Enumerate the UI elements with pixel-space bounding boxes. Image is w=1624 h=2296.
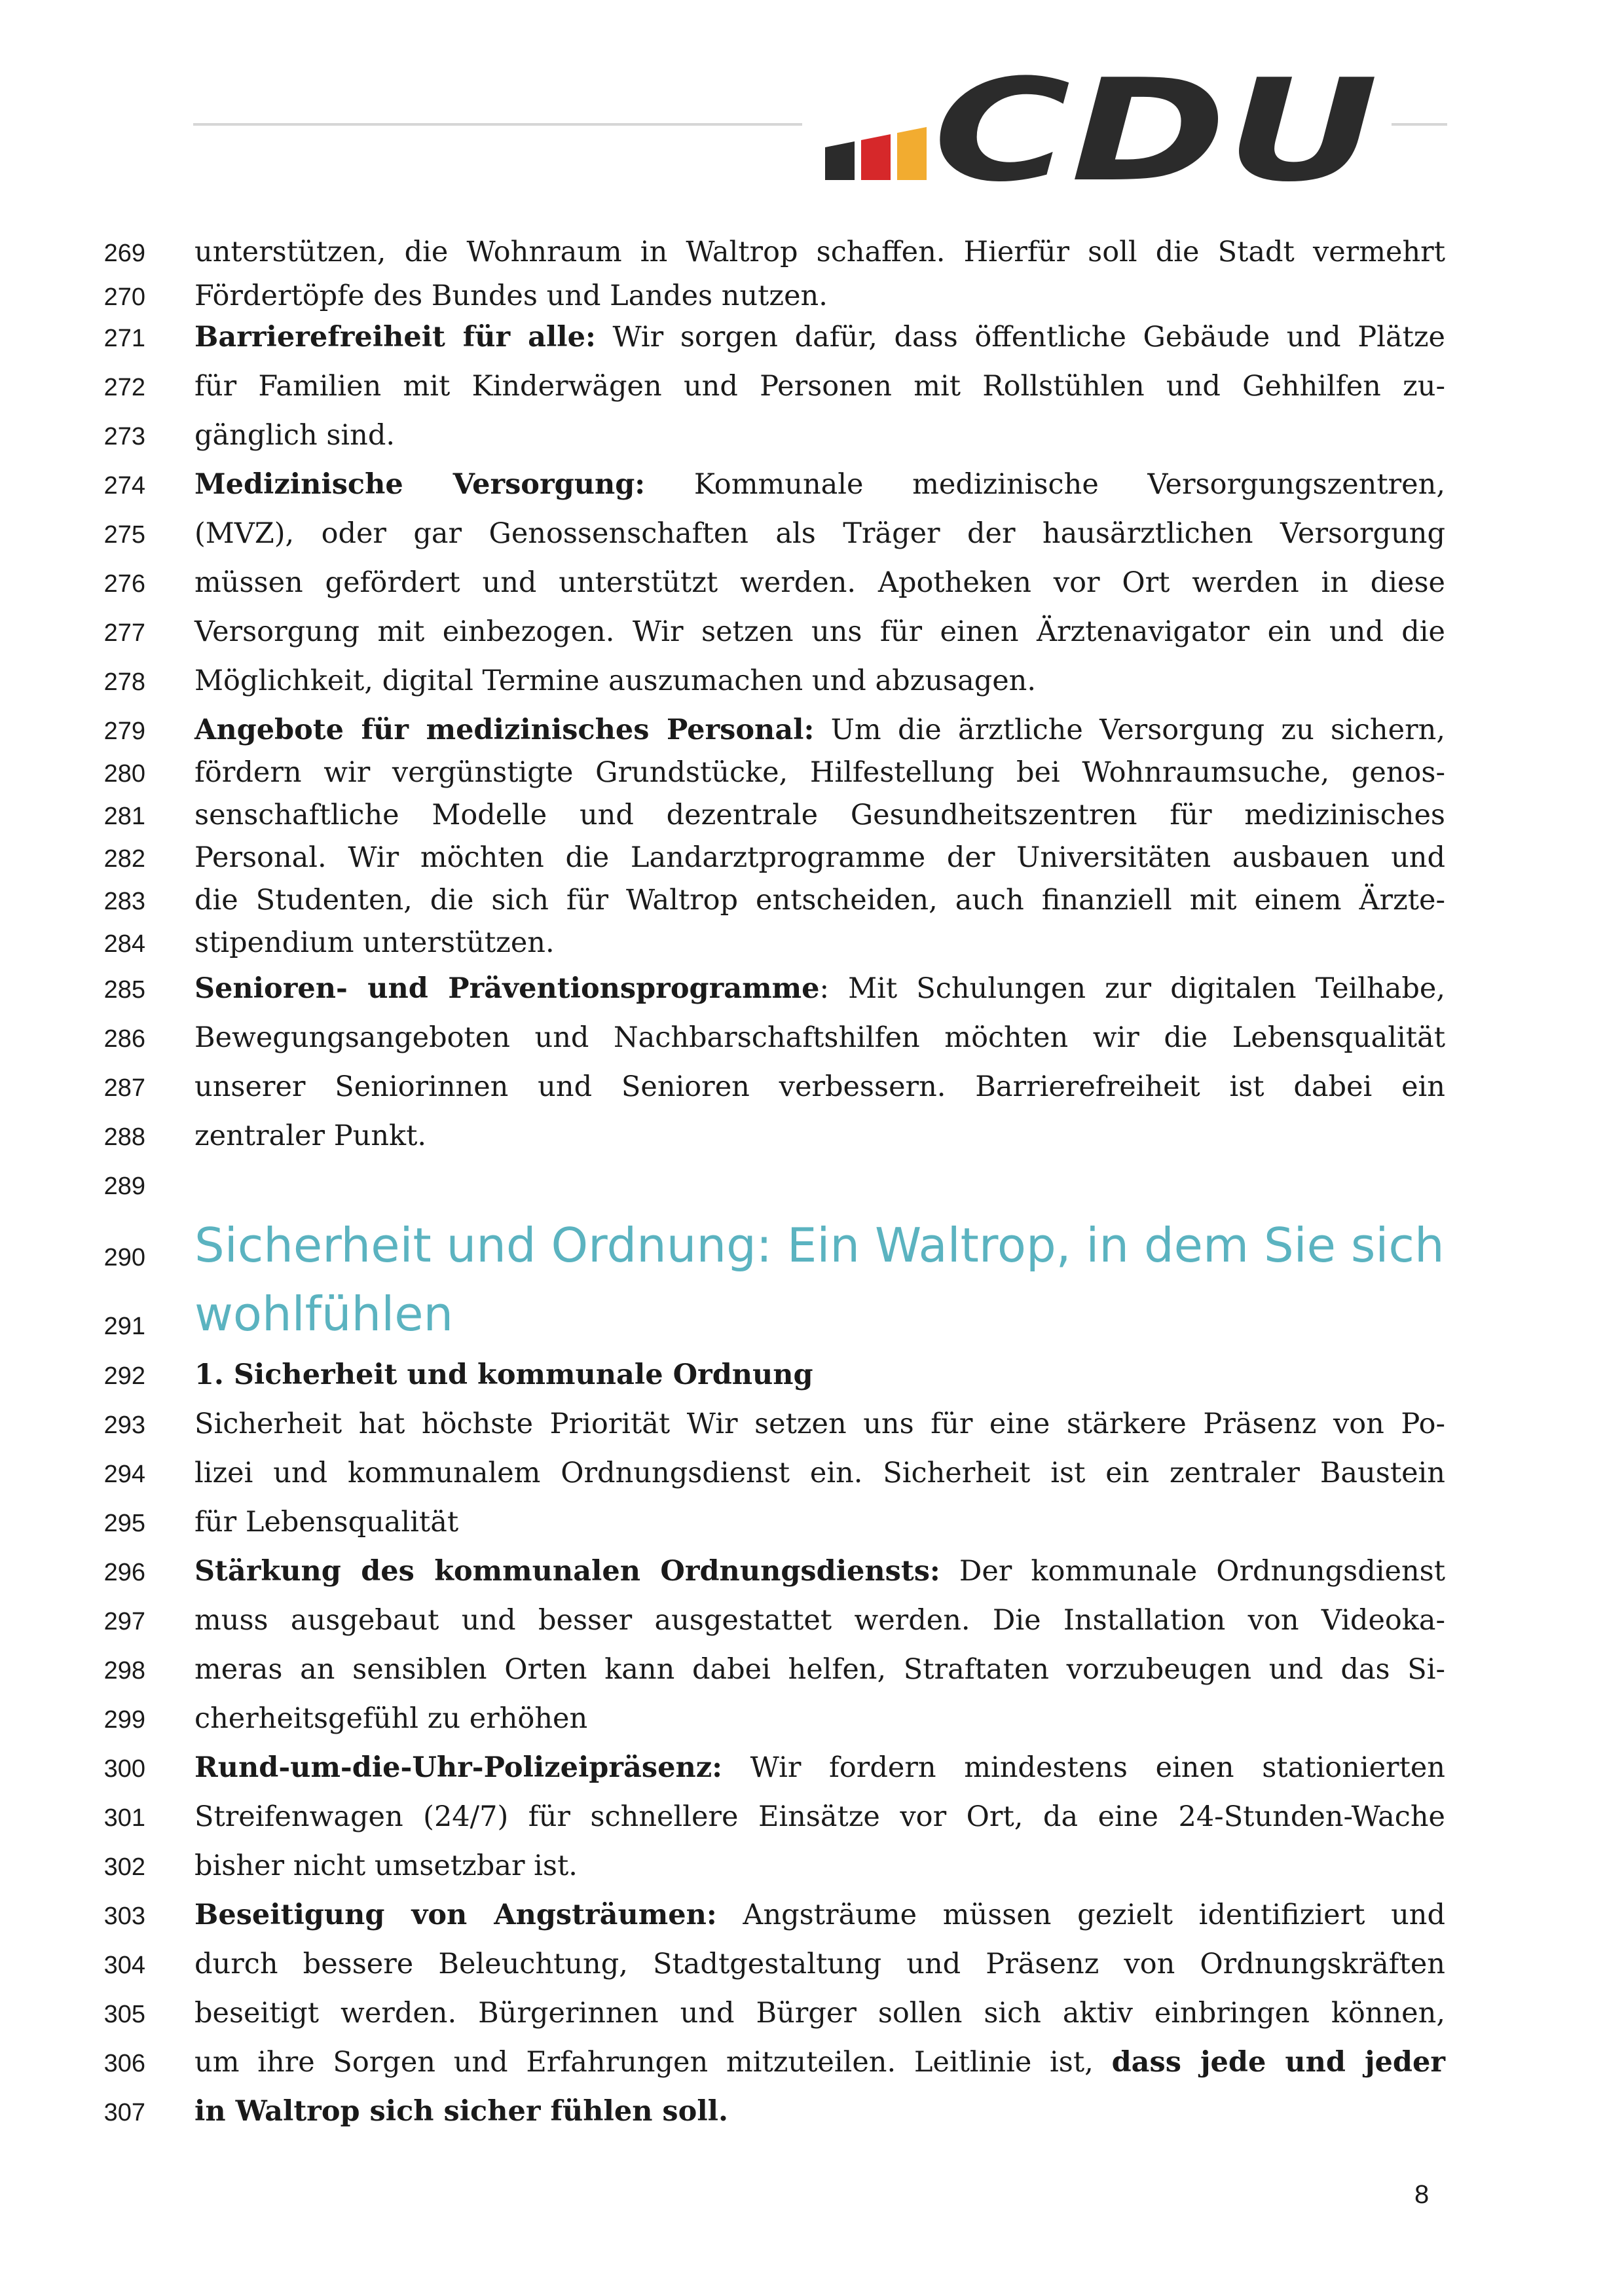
line-body: Möglichkeit, digital Termine auszumachen und abzusagen. [194, 665, 1037, 697]
text-line [0, 280, 1624, 325]
line-number: 290 [103, 1244, 145, 1271]
line-body: bisher nicht umsetzbar ist. [194, 1850, 578, 1882]
line-number: 275 [103, 521, 145, 549]
line-body: für Lebensqualität [194, 1506, 459, 1539]
line-text [194, 756, 1445, 789]
line-body: um ihre Sorgen und Erfahrungen mitzuteilen. Leitlinie ist, [194, 2046, 1112, 2079]
bold-lead: in Waltrop sich sicher fühlen soll. [194, 2095, 728, 2128]
line-text [194, 926, 1445, 959]
line-text [194, 1800, 1445, 1833]
line-text [194, 419, 1445, 452]
line-body: (MVZ), oder gar Genossenschaften als Träger der hausärztlichen Versorgung [194, 517, 1445, 550]
text-line [0, 1948, 1624, 1994]
text-line [0, 799, 1624, 845]
line-number: 279 [103, 718, 145, 745]
line-number: 271 [103, 325, 145, 352]
line-text [194, 972, 1445, 1005]
line-number: 278 [103, 668, 145, 696]
text-line [0, 1120, 1624, 1165]
line-body: Um die ärztliche Versorgung zu sichern, [814, 714, 1445, 746]
text-line [0, 665, 1624, 710]
text-line [0, 1358, 1624, 1404]
text-line [0, 1457, 1624, 1503]
bold-lead: 1. Sicherheit und kommunale Ordnung [194, 1358, 813, 1391]
line-number: 291 [103, 1313, 145, 1340]
line-number: 305 [103, 2001, 145, 2028]
line-body: durch bessere Beleuchtung, Stadtgestaltung und Präsenz von Ordnungskräften [194, 1948, 1445, 1980]
line-number: 295 [103, 1510, 145, 1537]
line-number: 285 [103, 976, 145, 1004]
line-body: Angsträume müssen gezielt identifiziert und [716, 1899, 1445, 1931]
text-line [0, 1751, 1624, 1797]
text-line [0, 321, 1624, 367]
line-number: 301 [103, 1804, 145, 1832]
line-number: 283 [103, 888, 145, 915]
text-line [0, 1555, 1624, 1601]
line-number: 293 [103, 1412, 145, 1439]
header-rule-right [1388, 123, 1447, 126]
line-number: 274 [103, 472, 145, 500]
text-line [0, 468, 1624, 514]
line-body: Der kommunale Ordnungsdienst [940, 1555, 1445, 1588]
line-number: 272 [103, 374, 145, 401]
text-line [0, 1408, 1624, 1453]
text-line [0, 1021, 1624, 1067]
text-line [0, 714, 1624, 759]
line-body: lizei und kommunalem Ordnungsdienst ein. Sicherheit ist ein zentraler Baustein [194, 1457, 1445, 1489]
bold-lead: Medizinische Versorgung: [194, 468, 646, 501]
line-body: gänglich sind. [194, 419, 396, 452]
bold-lead: Senioren- und Präventionsprogramme [194, 972, 820, 1005]
line-body: muss ausgebaut und besser ausgestattet werden. Die Installation von Videoka- [194, 1604, 1445, 1637]
line-text [194, 280, 1445, 312]
line-body: zentraler Punkt. [194, 1120, 427, 1152]
text-line [0, 841, 1624, 887]
line-body: Wir sorgen dafür, dass öffentliche Gebäude und Plätze [595, 321, 1445, 354]
bold-lead: Angebote für medizinisches Personal: [194, 714, 815, 746]
text-line [0, 419, 1624, 465]
line-body: Streifenwagen (24/7) für schnellere Einsätze vor Ort, da eine 24-Stunden-Wache [194, 1800, 1445, 1833]
line-text [194, 566, 1445, 599]
line-body: die Studenten, die sich für Waltrop entscheiden, auch finanziell mit einem Ärzte- [194, 884, 1445, 917]
line-number: 294 [103, 1461, 145, 1488]
line-text [194, 1604, 1445, 1637]
logo-bar-yellow [897, 127, 927, 180]
line-body: beseitigt werden. Bürgerinnen und Bürger sollen sich aktiv einbringen können, [194, 1997, 1445, 2030]
line-text [194, 370, 1445, 403]
line-number: 303 [103, 1903, 145, 1930]
line-text [194, 468, 1445, 501]
line-number: 296 [103, 1559, 145, 1586]
line-text [194, 517, 1445, 550]
line-number: 270 [103, 283, 145, 311]
line-body: : Mit Schulungen zur digitalen Teilhabe, [819, 972, 1445, 1005]
text-line [0, 1169, 1624, 1214]
line-number: 297 [103, 1608, 145, 1635]
line-body: fördern wir vergünstigte Grundstücke, Hilfestellung bei Wohnraumsuche, genos- [194, 756, 1445, 789]
line-number: 288 [103, 1123, 145, 1151]
line-text [194, 841, 1445, 874]
bold-lead: Beseitigung von Angsträumen: [194, 1899, 717, 1931]
line-number: 300 [103, 1755, 145, 1783]
line-body: Bewegungsangeboten und Nachbarschaftshilfen möchten wir die Lebensqualität [194, 1021, 1445, 1054]
line-body: meras an sensiblen Orten kann dabei helfen, Straftaten vorzubeugen und das Si- [194, 1653, 1445, 1686]
line-text [194, 1021, 1445, 1054]
text-line [0, 1070, 1624, 1116]
line-body: cherheitsgefühl zu erhöhen [194, 1702, 588, 1735]
text-line [0, 884, 1624, 930]
line-text [194, 1948, 1445, 1980]
header-rule-left [193, 123, 805, 126]
line-body: unterstützen, die Wohnraum in Waltrop schaffen. Hierfür soll die Stadt vermehrt [194, 236, 1445, 268]
line-number: 298 [103, 1657, 145, 1685]
line-number: 287 [103, 1074, 145, 1102]
line-number: 273 [103, 423, 145, 450]
line-text [194, 1358, 1445, 1391]
line-text [194, 665, 1445, 697]
line-text [194, 321, 1445, 354]
text-line [0, 615, 1624, 661]
line-text [194, 1702, 1445, 1735]
text-line [0, 1604, 1624, 1650]
line-number: 307 [103, 2099, 145, 2126]
text-line [0, 1899, 1624, 1944]
line-body: müssen gefördert und unterstützt werden. Apotheken vor Ort werden in diese [194, 566, 1445, 599]
line-number: 289 [103, 1173, 145, 1200]
line-body: Fördertöpfe des Bundes und Landes nutzen. [194, 280, 828, 312]
line-number: 276 [103, 570, 145, 598]
logo-text: CDU [933, 48, 1378, 206]
logo-bar-red [861, 134, 891, 180]
line-text [194, 1653, 1445, 1686]
line-number: 281 [103, 803, 145, 830]
line-text [194, 236, 1445, 268]
text-line [0, 370, 1624, 416]
bold-tail: dass jede und jeder [1111, 2046, 1445, 2079]
line-body: unserer Seniorinnen und Senioren verbessern. Barrierefreiheit ist dabei ein [194, 1070, 1445, 1103]
text-line [0, 2095, 1624, 2141]
line-body: Kommunale medizinische Versorgungszentren, [645, 468, 1445, 501]
logo-bar-dark [825, 141, 855, 180]
bold-lead: Stärkung des kommunalen Ordnungsdiensts: [194, 1555, 940, 1588]
text-line [0, 1800, 1624, 1846]
text-line [0, 1653, 1624, 1699]
line-body: senschaftliche Modelle und dezentrale Gesundheitszentren für medizinisches [194, 799, 1445, 831]
text-line [0, 236, 1624, 282]
section-heading: wohlfühlen [194, 1286, 454, 1341]
line-body: stipendium unterstützen. [194, 926, 555, 959]
line-body: Versorgung mit einbezogen. Wir setzen uns für einen Ärztenavigator ein und die [194, 615, 1445, 648]
line-number: 277 [103, 619, 145, 647]
text-line [0, 756, 1624, 802]
line-number: 302 [103, 1853, 145, 1881]
line-body: Wir fordern mindestens einen stationierten [722, 1751, 1445, 1784]
bold-lead: Barrierefreiheit für alle: [194, 321, 596, 354]
text-line [0, 926, 1624, 972]
text-line [0, 2046, 1624, 2092]
bold-lead: Rund-um-die-Uhr-Polizeipräsenz: [194, 1751, 722, 1784]
line-number: 269 [103, 240, 145, 267]
line-number: 282 [103, 845, 145, 873]
line-text [194, 1120, 1445, 1152]
text-line [0, 566, 1624, 612]
line-number: 286 [103, 1025, 145, 1053]
line-text [194, 2095, 1445, 2128]
text-line [0, 972, 1624, 1018]
line-body: Personal. Wir möchten die Landarztprogramme der Universitäten ausbauen und [194, 841, 1445, 874]
text-line [0, 1506, 1624, 1552]
line-text [194, 1457, 1445, 1489]
line-text [194, 1408, 1445, 1440]
cdu-logo [802, 46, 1392, 206]
text-line [0, 1286, 1624, 1341]
line-text [194, 1850, 1445, 1882]
section-heading: Sicherheit und Ordnung: Ein Waltrop, in dem Sie sich [194, 1218, 1445, 1273]
text-line [0, 1702, 1624, 1748]
line-text [194, 1997, 1445, 2030]
line-text [194, 1899, 1445, 1931]
line-text [194, 1070, 1445, 1103]
text-line [0, 1997, 1624, 2043]
line-body: Sicherheit hat höchste Priorität Wir setzen uns für eine stärkere Präsenz von Po- [194, 1408, 1445, 1440]
text-line [0, 1218, 1624, 1273]
text-line [0, 517, 1624, 563]
line-number: 292 [103, 1362, 145, 1390]
line-text [194, 1555, 1445, 1588]
line-number: 304 [103, 1952, 145, 1979]
line-number: 306 [103, 2050, 145, 2077]
line-text [194, 714, 1445, 746]
line-body: für Familien mit Kinderwägen und Personen mit Rollstühlen und Gehhilfen zu- [194, 370, 1445, 403]
line-text [194, 1751, 1445, 1784]
line-text [194, 884, 1445, 917]
line-number: 299 [103, 1706, 145, 1734]
page-number: 8 [1414, 2180, 1430, 2209]
text-line [0, 1850, 1624, 1895]
line-number: 284 [103, 930, 145, 958]
line-number: 280 [103, 760, 145, 788]
line-text [194, 1506, 1445, 1539]
line-text [194, 2046, 1445, 2079]
line-text [194, 799, 1445, 831]
line-text [194, 615, 1445, 648]
